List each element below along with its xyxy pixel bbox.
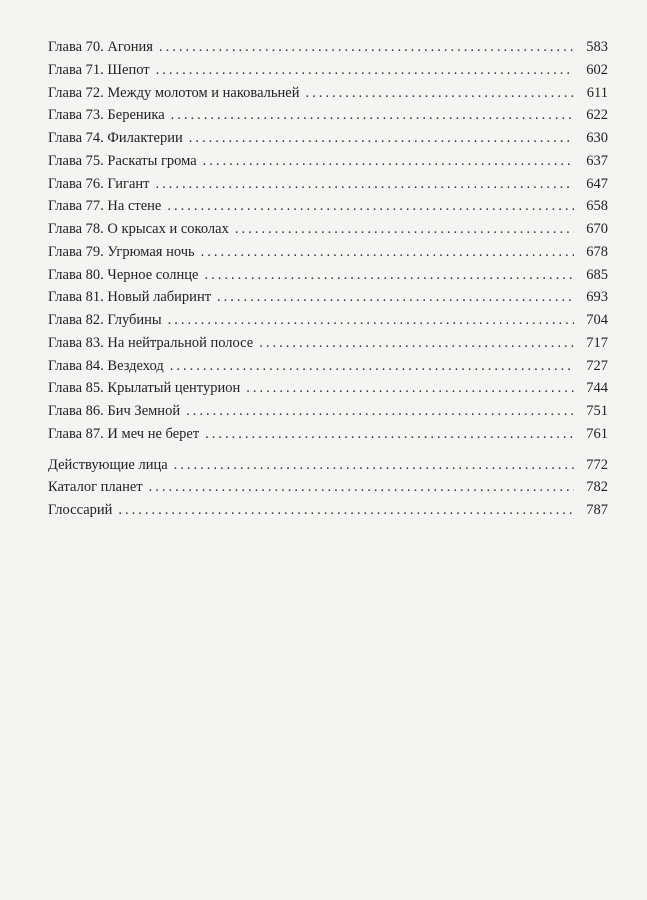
toc-entry-page: 685: [586, 266, 608, 283]
toc-entry-chapter-81[interactable]: [48, 286, 608, 309]
dot-leader: [305, 82, 574, 105]
dot-leader: [118, 499, 574, 522]
dot-leader: [167, 195, 574, 218]
toc-entry-chapter-73[interactable]: [48, 104, 608, 127]
toc-entry-page: 727: [586, 357, 608, 374]
toc-entry-chapter-75[interactable]: [48, 150, 608, 173]
dot-leader: [204, 264, 574, 287]
toc-entry-page: 744: [586, 380, 608, 397]
dot-leader: [159, 36, 574, 59]
dot-leader: [203, 150, 574, 173]
dot-leader: [246, 377, 574, 400]
toc-entry-chapter-78[interactable]: [48, 218, 608, 241]
toc-entry-title: Глава 77. На стене: [48, 198, 162, 215]
toc-entry-title: Глава 73. Береника: [48, 107, 165, 124]
toc-entry-title: Глава 79. Угрюмая ночь: [48, 243, 195, 260]
toc-entry-planet-catalog[interactable]: [48, 476, 608, 499]
toc-entry-glossary[interactable]: [48, 499, 608, 522]
dot-leader: [170, 355, 574, 378]
toc-entry-title: Глава 87. И меч не берет: [48, 425, 200, 442]
toc-entry-page: 772: [586, 456, 608, 473]
dot-leader: [259, 332, 574, 355]
toc-entry-page: 602: [586, 61, 608, 78]
toc-entry-chapter-71[interactable]: [48, 59, 608, 82]
toc-entry-title: Глава 80. Черное солнце: [48, 266, 199, 283]
toc-entry-page: 630: [586, 130, 608, 146]
toc-entry-chapter-70[interactable]: [48, 36, 608, 59]
section-gap: [48, 446, 608, 454]
dot-leader: [189, 127, 574, 150]
toc-entry-page: 622: [586, 107, 608, 124]
toc-entry-page: 678: [586, 243, 608, 260]
toc-entry-title: Глава 78. О крысах и соколах: [48, 221, 229, 237]
toc-entry-page: 670: [586, 221, 608, 237]
toc-entry-chapter-83[interactable]: [48, 332, 608, 355]
dot-leader: [217, 286, 574, 309]
toc-entry-chapter-77[interactable]: [48, 195, 608, 218]
dot-leader: [168, 309, 574, 332]
toc-entry-title: Глава 70. Агония: [48, 39, 153, 55]
toc-entry-title: Глава 81. Новый лабиринт: [48, 289, 212, 306]
toc-entry-page: 637: [586, 152, 608, 169]
toc-entry-page: 717: [586, 334, 608, 351]
dot-leader: [156, 173, 575, 196]
toc-entry-title: Глава 82. Глубины: [48, 312, 162, 328]
table-of-contents: [48, 36, 608, 522]
dot-leader: [156, 59, 574, 82]
toc-entry-chapter-85[interactable]: [48, 377, 608, 400]
dot-leader: [171, 104, 574, 127]
toc-entry-title: Глава 71. Шепот: [48, 61, 150, 78]
toc-entry-title: Глоссарий: [48, 502, 113, 518]
dot-leader: [235, 218, 574, 241]
dot-leader: [149, 476, 574, 499]
toc-entry-title: Глава 83. На нейтральной полосе: [48, 334, 254, 351]
toc-entry-title: Каталог планет: [48, 479, 143, 496]
toc-entry-page: 647: [586, 175, 608, 192]
toc-entry-title: Глава 74. Филактерии: [48, 130, 183, 146]
toc-entry-title: Действующие лица: [48, 456, 168, 473]
dot-leader: [205, 423, 574, 446]
toc-entry-page: 787: [586, 502, 608, 518]
toc-entry-chapter-86[interactable]: [48, 400, 608, 423]
dot-leader: [201, 241, 574, 264]
toc-entry-title: Глава 85. Крылатый центурион: [48, 380, 241, 397]
toc-entry-page: 611: [586, 84, 608, 101]
toc-entry-chapter-87[interactable]: [48, 423, 608, 446]
toc-entry-title: Глава 75. Раскаты грома: [48, 152, 197, 169]
toc-entry-title: Глава 76. Гигант: [48, 175, 150, 192]
dot-leader: [186, 400, 574, 423]
dot-leader: [174, 454, 574, 477]
toc-entry-chapter-74[interactable]: [48, 127, 608, 150]
toc-entry-page: 583: [586, 39, 608, 55]
toc-entry-title: Глава 72. Между молотом и наковальней: [48, 84, 300, 101]
toc-entry-page: 658: [586, 198, 608, 215]
toc-entry-chapter-84[interactable]: [48, 355, 608, 378]
toc-entry-title: Глава 86. Бич Земной: [48, 403, 181, 419]
toc-entry-title: Глава 84. Вездеход: [48, 357, 164, 374]
toc-entry-page: 782: [586, 479, 608, 496]
toc-entry-characters[interactable]: [48, 454, 608, 477]
toc-entry-chapter-82[interactable]: [48, 309, 608, 332]
toc-entry-page: 761: [586, 425, 608, 442]
toc-entry-chapter-72[interactable]: [48, 82, 608, 105]
toc-entry-chapter-76[interactable]: [48, 173, 608, 196]
toc-entry-page: 704: [586, 312, 608, 328]
toc-entry-page: 693: [586, 289, 608, 306]
toc-entry-chapter-79[interactable]: [48, 241, 608, 264]
toc-entry-chapter-80[interactable]: [48, 264, 608, 287]
toc-entry-page: 751: [586, 403, 608, 419]
